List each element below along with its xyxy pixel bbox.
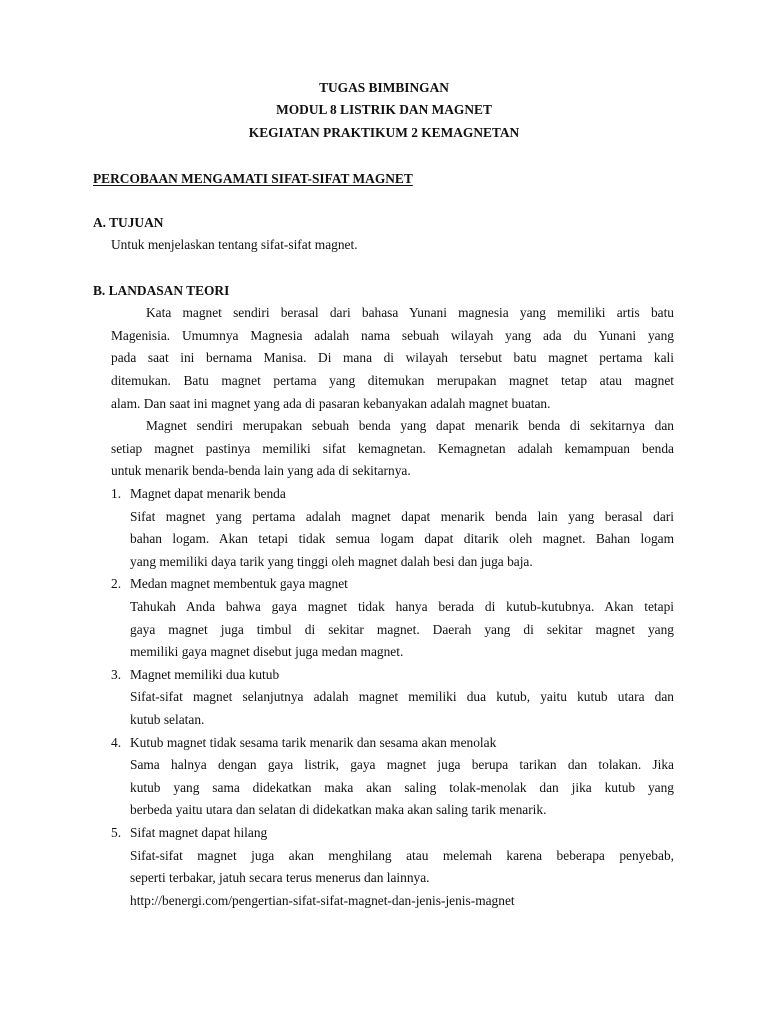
list-item-number: 3.: [111, 667, 122, 682]
title-line-3: KEGIATAN PRAKTIKUM 2 KEMAGNETAN: [248, 125, 520, 140]
list-item-line: gaya magnet juga timbul di sekitar magnet. Daerah yang di sekitar magnet yang: [130, 622, 674, 637]
list-item-line: Sama halnya dengan gaya listrik, gaya magnet juga berupa tarikan dan tolakan. Jika: [130, 757, 674, 772]
list-item-number: 5.: [111, 825, 122, 840]
experiment-title: PERCOBAAN MENGAMATI SIFAT-SIFAT MAGNET: [93, 171, 413, 186]
list-item-line: yang memiliki daya tarik yang tinggi oleh magnet dalah besi dan juga baja.: [130, 554, 533, 569]
list-item-title: Magnet dapat menarik benda: [130, 486, 286, 501]
list-item-line: kutub selatan.: [130, 712, 205, 727]
list-item-line: memiliki gaya magnet disebut juga medan magnet.: [130, 644, 404, 659]
section-a-heading: A. TUJUAN: [93, 215, 164, 230]
para1-line-2: Magenisia. Umumnya Magnesia adalah nama sebuah wilayah yang ada du Yunani yang: [111, 328, 674, 343]
para2-line-1: Magnet sendiri merupakan sebuah benda yang dapat menarik benda di sekitarnya dan: [146, 418, 674, 433]
list-item-number: 1.: [111, 486, 122, 501]
list-item-line: Tahukah Anda bahwa gaya magnet tidak hanya berada di kutub-kutubnya. Akan tetapi: [130, 599, 674, 614]
list-item-title: Magnet memiliki dua kutub: [130, 667, 280, 682]
section-b-heading: B. LANDASAN TEORI: [93, 283, 230, 298]
para1-line-1: Kata magnet sendiri berasal dari bahasa Yunani magnesia yang memiliki artis batu: [146, 305, 674, 320]
para2-line-2: setiap magnet pastinya memiliki sifat kemagnetan. Kemagnetan adalah kemampuan benda: [111, 441, 674, 456]
list-item-line: Sifat-sifat magnet selanjutnya adalah magnet memiliki dua kutub, yaitu kutub utara dan: [130, 689, 674, 704]
list-item-title: Sifat magnet dapat hilang: [130, 825, 268, 840]
list-item-number: 4.: [111, 735, 122, 750]
list-item-line: berbeda yaitu utara dan selatan di didekatkan maka akan saling tarik menarik.: [130, 802, 547, 817]
list-item-title: Medan magnet membentuk gaya magnet: [130, 576, 348, 591]
section-a-text: Untuk menjelaskan tentang sifat-sifat magnet.: [111, 237, 358, 252]
list-item-number: 2.: [111, 576, 122, 591]
source-link[interactable]: http://benergi.com/pengertian-sifat-sifat-magnet-dan-jenis-jenis-magnet: [130, 893, 515, 908]
list-item-line: bahan logam. Akan tetapi tidak semua logam dapat ditarik oleh magnet. Bahan logam: [130, 531, 674, 546]
para1-line-5: alam. Dan saat ini magnet yang ada di pasaran kebanyakan adalah magnet buatan.: [111, 396, 551, 411]
list-item-line: kutub yang sama didekatkan maka akan saling tolak-menolak dan jika kutub yang: [130, 780, 674, 795]
para1-line-3: pada saat ini bernama Manisa. Di mana di wilayah tersebut batu magnet pertama kali: [111, 350, 674, 365]
para2-line-3: untuk menarik benda-benda lain yang ada di sekitarnya.: [111, 463, 411, 478]
list-item-title: Kutub magnet tidak sesama tarik menarik dan sesama akan menolak: [130, 735, 497, 750]
para1-line-4: ditemukan. Batu magnet pertama yang ditemukan merupakan magnet tetap atau magnet: [111, 373, 674, 388]
title-line-2: MODUL 8 LISTRIK DAN MAGNET: [276, 102, 492, 117]
list-item-line: Sifat-sifat magnet juga akan menghilang atau melemah karena beberapa penyebab,: [130, 848, 674, 863]
title-line-1: TUGAS BIMBINGAN: [319, 80, 449, 95]
list-item-line: Sifat magnet yang pertama adalah magnet dapat menarik benda lain yang berasal dari: [130, 509, 674, 524]
list-item-line: seperti terbakar, jatuh secara terus menerus dan lainnya.: [130, 870, 430, 885]
